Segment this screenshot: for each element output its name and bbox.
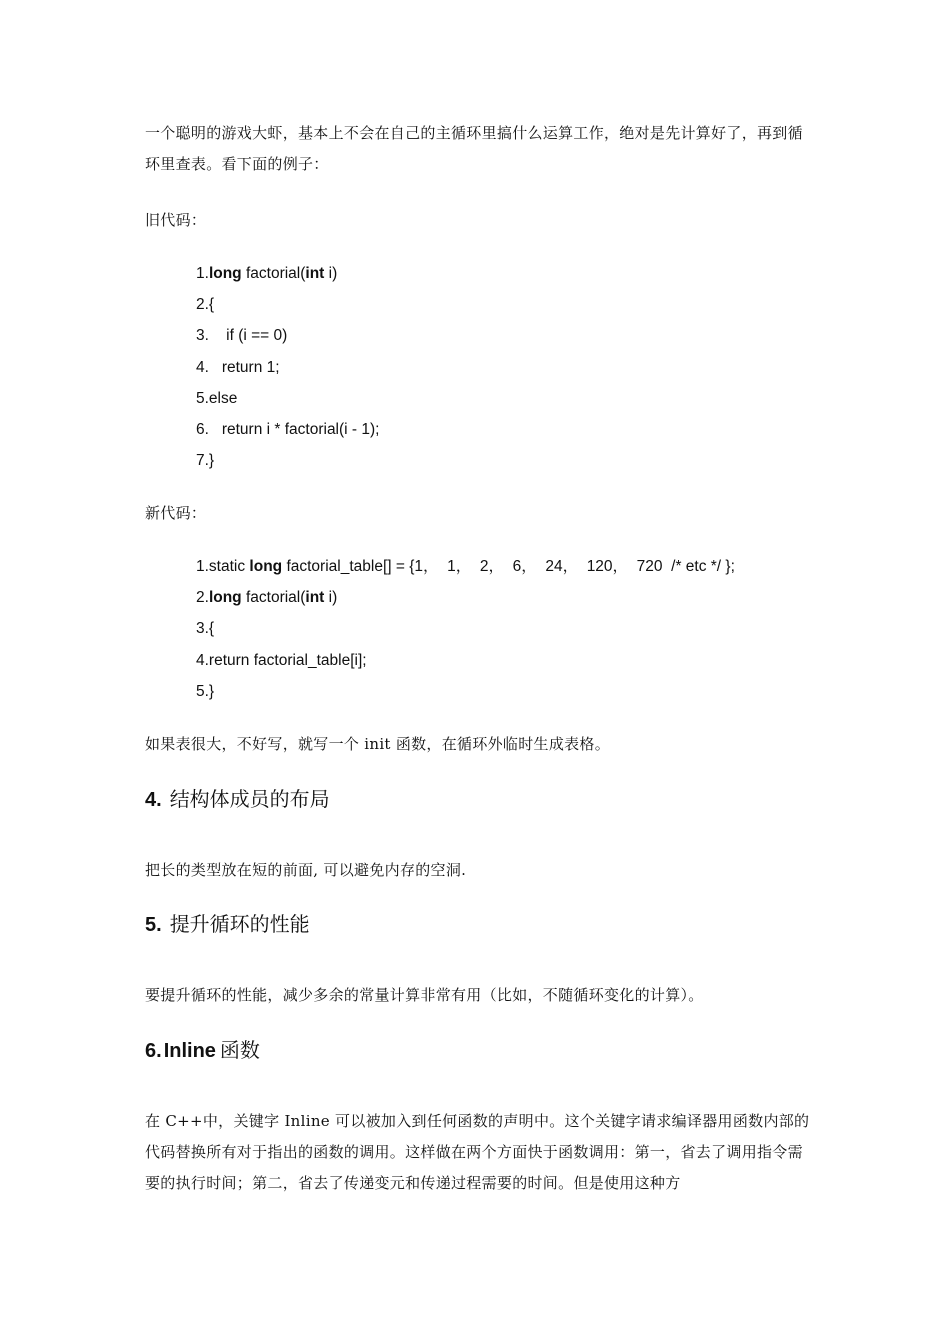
code-line: 5.else [196, 389, 238, 407]
new-code-block [196, 551, 735, 707]
code-line: 2.long factorial(int i) [196, 589, 338, 607]
section-6-body: 在 C++中，关键字 Inline 可以被加入到任何函数的声明中。这个关键字请求编译器用函数内部的代码替换所有对于指出的函数的调用。这样做在两个方面快于函数调用：第一，省去了调用指令需要的执行时间；第二，省去了传递变元和传递过程需要的时间。但是使用这种方 [145, 1112, 810, 1192]
new-code-label: 新代码： [145, 504, 207, 522]
section-5-body: 要提升循环的性能，减少多余的常量计算非常有用（比如，不随循环变化的计算）。 [145, 986, 704, 1004]
code-line: 1.long factorial(int i) [196, 265, 338, 282]
code-line: 5.} [196, 682, 215, 700]
section-6-heading: 6. Inline 函数 [145, 1038, 260, 1062]
section-4-heading: 4. 结构体成员的布局 [145, 787, 330, 811]
intro-paragraph: 一个聪明的游戏大虾，基本上不会在自己的主循环里搞什么运算工作，绝对是先计算好了，再到循环里查表。看下面的例子： [145, 124, 803, 173]
section-4-body: 把长的类型放在短的前面, 可以避免内存的空洞. [145, 861, 467, 879]
code-line: 6. return i * factorial(i - 1); [196, 420, 380, 438]
section-5-heading: 5. 提升循环的性能 [145, 912, 310, 936]
code-line: 3.{ [196, 620, 215, 638]
code-line: 7.} [196, 452, 215, 470]
code-line: 4. return 1; [196, 358, 280, 376]
after-code-paragraph: 如果表很大，不好写，就写一个 init 函数，在循环外临时生成表格。 [145, 735, 611, 753]
code-line: 4.return factorial_table[i]; [196, 651, 367, 669]
code-line: 3. if (i == 0) [196, 327, 288, 345]
code-line: 2.{ [196, 296, 215, 314]
old-code-label: 旧代码： [145, 211, 207, 229]
code-line: 1.static long factorial_table[] = {1， 1， 2， 6， 24， 120， 720 /* etc */ }; [196, 558, 735, 575]
old-code-block [196, 258, 379, 476]
